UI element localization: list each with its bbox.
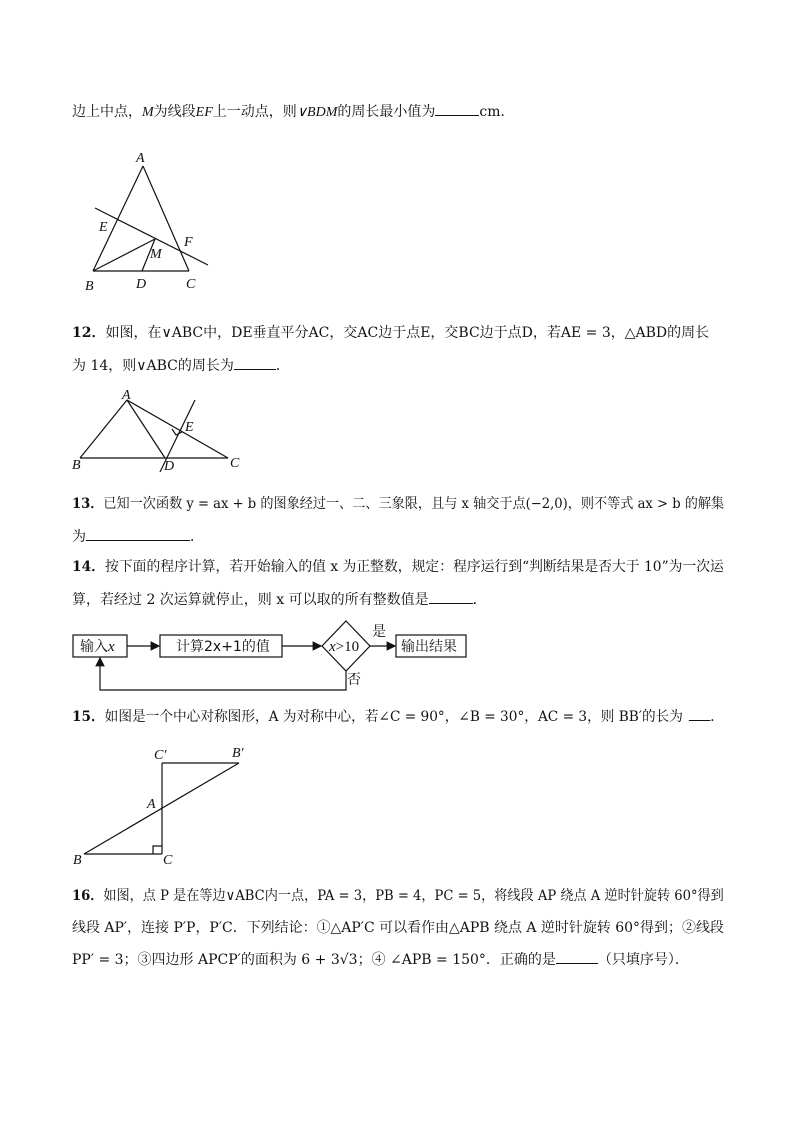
q11-text-d: 的周长最小值为 — [337, 104, 436, 120]
q15-text-1: 如图是一个中心对称图形，A 为对称中心，若∠C = 90°，∠B = 30°，AC = 3，则 BB′的长为 — [104, 709, 683, 725]
svg-text:输入x — [80, 639, 115, 655]
q11-answer-blank[interactable] — [435, 101, 479, 116]
q15-answer-blank[interactable] — [689, 706, 710, 721]
q12-label-d: D — [164, 459, 175, 474]
q16-line-2 — [72, 918, 724, 938]
q11-label-m: M — [150, 247, 162, 262]
q13-number: 13． — [72, 496, 104, 512]
flow-no-label: 否 — [347, 672, 361, 688]
flow-output-label: 输出结果 — [401, 639, 457, 655]
q11-label-a: A — [136, 151, 145, 166]
q14-number: 14． — [72, 559, 106, 575]
q14-flowchart — [70, 620, 470, 694]
q15-label-a: A — [147, 797, 156, 812]
q15-label-c: C — [163, 853, 173, 868]
q13-line-2 — [72, 526, 204, 547]
q11-label-e: E — [99, 220, 108, 235]
q11-label-c: C — [186, 277, 196, 292]
q13-end: ． — [190, 529, 204, 545]
q11-text-c: 上一动点，则 — [212, 104, 297, 120]
q15-label-cprime: C′ — [154, 748, 167, 763]
q13-text-2: 为 — [72, 529, 86, 545]
q15-figure — [68, 742, 258, 868]
flow-yes-label: 是 — [372, 624, 386, 640]
q16-line-1 — [72, 886, 724, 906]
q16-number: 16． — [72, 888, 104, 904]
q11-triangle: ∨BDM — [296, 105, 338, 120]
q12-label-e: E — [185, 420, 194, 435]
svg-text:x>10 — [328, 639, 359, 655]
q11-label-d: D — [136, 277, 147, 292]
q12-label-b: B — [72, 458, 81, 473]
q12-line-2 — [72, 355, 290, 376]
q11-label-b: B — [85, 279, 94, 294]
flow-cond-rest: >10 — [335, 639, 360, 655]
q11-end: ． — [500, 104, 515, 120]
q16-text-3: PP′ = 3；③四边形 APCP′的面积为 6 + 3√3；④ ∠APB = 150°．正确的是 — [72, 952, 556, 968]
q11-text-b: 为线段 — [153, 104, 196, 120]
q15-number: 15． — [72, 709, 105, 725]
flow-cond-var: x — [329, 639, 336, 655]
q15-label-bprime: B′ — [232, 746, 244, 761]
q11-text-line — [72, 101, 514, 123]
q16-text-1: 如图，点 P 是在等边∨ABC内一点，PA = 3，PB = 4，PC = 5，将线段 AP 绕点 A 逆时针旋转 60°得到 — [103, 888, 724, 904]
q11-unit: cm — [479, 104, 501, 120]
flow-calc-label: 计算2x+1的值 — [176, 639, 270, 655]
flow-input-label: 输入 — [80, 639, 108, 655]
q11-figure — [80, 148, 220, 294]
q14-text-1: 按下面的程序计算，若开始输入的值 x 为正整数，规定：程序运行到“判断结果是否大于 10”为一次运 — [105, 559, 724, 575]
q14-text-2: 算，若经过 2 次运算就停止，则 x 可以取的所有整数值是 — [72, 592, 429, 608]
q16-answer-blank[interactable] — [556, 949, 598, 964]
q12-number: 12． — [72, 325, 106, 341]
q11-label-f: F — [184, 235, 193, 250]
q12-label-c: C — [230, 456, 240, 471]
q12-end: ． — [275, 358, 290, 374]
q11-var-m: M — [142, 105, 154, 120]
q16-end: （只填序号）． — [597, 952, 689, 968]
q13-line-1 — [72, 494, 724, 514]
q12-text-2: 为 14，则∨ABC的周长为 — [72, 358, 234, 374]
q12-answer-blank[interactable] — [234, 355, 276, 370]
q11-var-ef: EF — [195, 105, 213, 120]
q15-end: ． — [710, 709, 724, 725]
q14-line-2 — [72, 589, 487, 610]
q13-text-1: 已知一次函数 y = ax + b 的图象经过一、二、三象限，且与 x 轴交于点(−2,0)，则不等式 ax > b 的解集 — [103, 496, 725, 512]
q16-line-3 — [72, 949, 689, 970]
flow-input-var: x — [108, 639, 115, 655]
q12-figure — [68, 388, 244, 474]
q14-line-1 — [72, 557, 724, 577]
q15-line-1 — [72, 706, 724, 727]
q14-answer-blank[interactable] — [429, 589, 473, 604]
flow-loop-line — [100, 658, 346, 690]
q12-line-1 — [72, 323, 709, 343]
q13-answer-blank[interactable] — [86, 526, 190, 541]
q14-end: ． — [472, 592, 487, 608]
q16-text-2: 线段 AP′，连接 P′P，P′C．下列结论：①△AP′C 可以看作由△APB 绕点 A 逆时针旋转 60°得到；②线段 — [72, 920, 724, 936]
q15-label-b: B — [73, 853, 82, 868]
q12-text-1: 如图，在∨ABC中，DE垂直平分AC，交AC边于点E，交BC边于点D，若AE = 3，△ABD的周长 — [105, 325, 710, 341]
q11-text-a: 边上中点， — [72, 104, 142, 120]
q12-label-a: A — [122, 388, 131, 403]
